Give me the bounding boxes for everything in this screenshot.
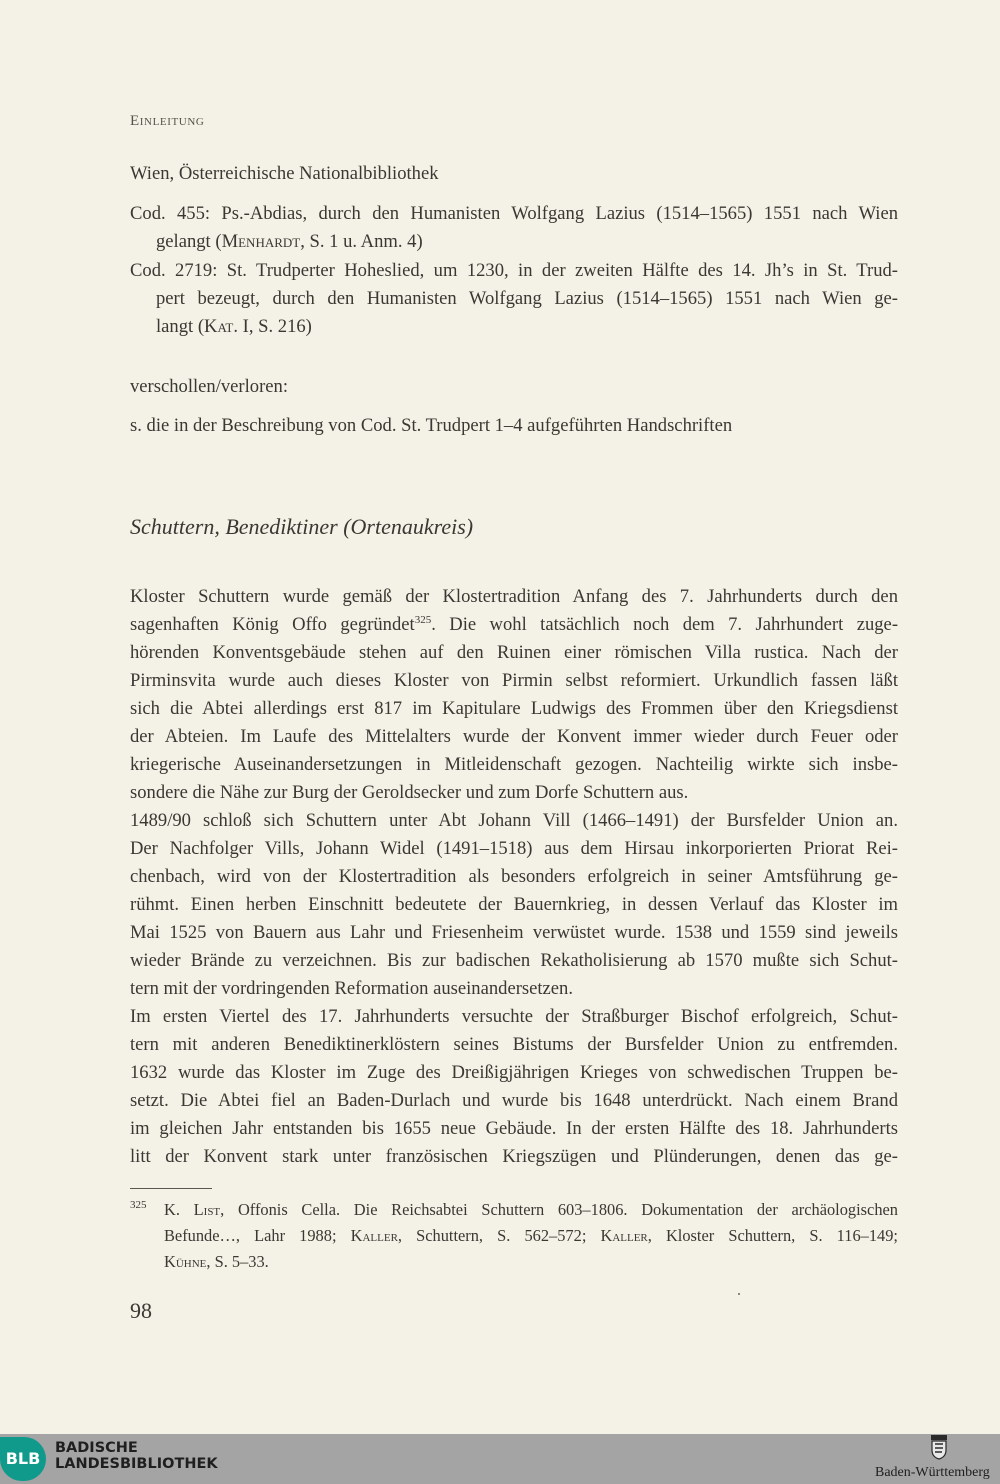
paragraph-line: sondere die Nähe zur Burg der Geroldsecker und zum Dorfe Schuttern aus.	[130, 782, 689, 803]
section-heading-schuttern: Schuttern, Benediktiner (Ortenaukreis)	[130, 514, 474, 539]
paragraph-line: sagenhaften König Offo gegründet$^{325}$. Die wohl tatsächlich noch dem 7. Jahrhundert zuge-	[130, 614, 899, 635]
footnote-line: Befunde…, Lahr 1988; Kaller, Schuttern, S. 562–572; Kaller, Kloster Schuttern, S. 116–149;	[164, 1226, 898, 1245]
footnote-325	[130, 1197, 898, 1275]
paragraph-line: 1489/90 schloß sich Schuttern unter Abt Johann Vill (1466–1491) der Bursfelder Union an.	[130, 810, 898, 831]
section-title-lost: verschollen/verloren:	[130, 376, 288, 397]
paragraph-line: im gleichen Jahr entstanden bis 1655 neue Gebäude. In der ersten Hälfte des 18. Jahrhunderts	[130, 1118, 898, 1139]
entry-line: Cod. 455: Ps.-Abdias, durch den Humanisten Wolfgang Lazius (1514–1565) 1551 nach Wien	[130, 203, 898, 224]
footnote-ref-325[interactable]: 325	[414, 614, 432, 626]
paragraph-line: hörenden Konventsgebäude stehen auf den Ruinen einer römischen Villa rustica. Nach der	[130, 642, 898, 663]
blb-logo-icon[interactable]: BLB	[0, 1437, 46, 1481]
paragraph-line: litt der Konvent stark unter französischen Kriegszügen und Plünderungen, denen das ge-	[130, 1146, 898, 1167]
paragraph-line: Der Nachfolger Vills, Johann Widel (1491–1518) aus dem Hirsau inkorporierten Priorat Rei-	[130, 838, 898, 859]
entry-line: Cod. 2719: St. Trudperter Hoheslied, um 1230, in der zweiten Hälfte des 14. Jh’s in St. Trud-	[130, 260, 898, 281]
paragraph-2	[130, 807, 898, 1003]
library-name[interactable]: BADISCHE LANDESBIBLIOTHEK	[55, 1440, 218, 1472]
wien-section	[130, 160, 898, 188]
paragraph-line: chenbach, wird von der Klostertradition als besonders erfolgreich in seiner Amtsführung ge-	[130, 866, 898, 887]
section-title-wien: Wien, Österreichische Nationalbibliothek	[130, 163, 439, 184]
page-number: 98	[130, 1298, 152, 1323]
scan-speck	[738, 1293, 740, 1295]
author-name: Kaller	[600, 1226, 648, 1245]
paragraph-line: sich die Abtei allerdings erst 817 im Kapitulare Ludwigs des Frommen über den Kriegsdienst	[130, 698, 898, 719]
entry-cod-455	[130, 200, 898, 256]
lost-section	[130, 373, 898, 401]
lost-entry	[130, 412, 898, 440]
entry-line: pert bezeugt, durch den Humanisten Wolfgang Lazius (1514–1565) 1551 nach Wien ge-	[156, 288, 898, 309]
running-head: Einleitung	[130, 113, 205, 129]
footnote-line: Kühne, S. 5–33.	[164, 1252, 269, 1271]
paragraph-line: der Abteien. Im Laufe des Mittelalters wurde der Konvent immer wieder durch Feuer oder	[130, 726, 898, 747]
paragraph-line: kriegerische Auseinandersetzungen in Mitleidenschaft gezogen. Nachteilig wirkte sich insbe-	[130, 754, 898, 775]
paragraph-line: 1632 wurde das Kloster im Zuge des Dreißigjährigen Krieges von schwedischen Truppen be-	[130, 1062, 898, 1083]
paragraph-line: Pirminsvita wurde auch dieses Kloster von Pirmin selbst reformiert. Urkundlich fassen läßt	[130, 670, 898, 691]
paragraph-line: rühmt. Einen herben Einschnitt bedeutete der Bauernkrieg, in dessen Verlauf das Kloster im	[130, 894, 898, 915]
footnote-line: K. List, Offonis Cella. Die Reichsabtei Schuttern 603–1806. Dokumentation der archäologischen	[164, 1200, 898, 1219]
entry-line: langt (Kat. I, S. 216)	[156, 316, 312, 337]
author-name: Kühne	[164, 1252, 207, 1271]
paragraph-line: Kloster Schuttern wurde gemäß der Klostertradition Anfang des 7. Jahrhunderts durch den	[130, 586, 898, 607]
paragraph-line: tern mit anderen Benediktinerklöstern seines Bistums der Bursfelder Union zu entfremden.	[130, 1034, 898, 1055]
paragraph-1	[130, 583, 898, 807]
catalog-ref: Kat.	[204, 316, 238, 337]
author-name: Menhardt	[221, 231, 301, 252]
author-name: List	[193, 1200, 221, 1219]
footnote-body	[130, 1197, 898, 1275]
entry-line: s. die in der Beschreibung von Cod. St. Trudpert 1–4 aufgeführten Handschriften	[130, 415, 733, 436]
paragraph-line: Im ersten Viertel des 17. Jahrhunderts versuchte der Straßburger Bischof erfolgreich, Schut-	[130, 1006, 898, 1027]
footnote-divider	[130, 1188, 212, 1189]
paragraph-line: tern mit der vordringenden Reformation auseinandersetzen.	[130, 978, 573, 999]
paragraph-line: wieder Brände zu verzeichnen. Bis zur badischen Rekatholisierung ab 1570 mußte sich Schut-	[130, 950, 898, 971]
paragraph-line: setzt. Die Abtei fiel an Baden-Durlach und wurde bis 1648 unterdrückt. Nach einem Brand	[130, 1090, 898, 1111]
footnote-number: 325	[130, 1199, 147, 1211]
paragraph-line: Mai 1525 von Bauern aus Lahr und Friesenheim verwüstet wurde. 1538 und 1559 sind jeweils	[130, 922, 898, 943]
state-name[interactable]: Baden-Württemberg	[875, 1465, 990, 1480]
author-name: Kaller	[350, 1226, 398, 1245]
coat-of-arms-icon	[928, 1434, 950, 1460]
paragraph-3	[130, 1003, 898, 1171]
entry-cod-2719	[130, 257, 898, 341]
entry-line: gelangt (Menhardt, S. 1 u. Anm. 4)	[156, 231, 423, 252]
